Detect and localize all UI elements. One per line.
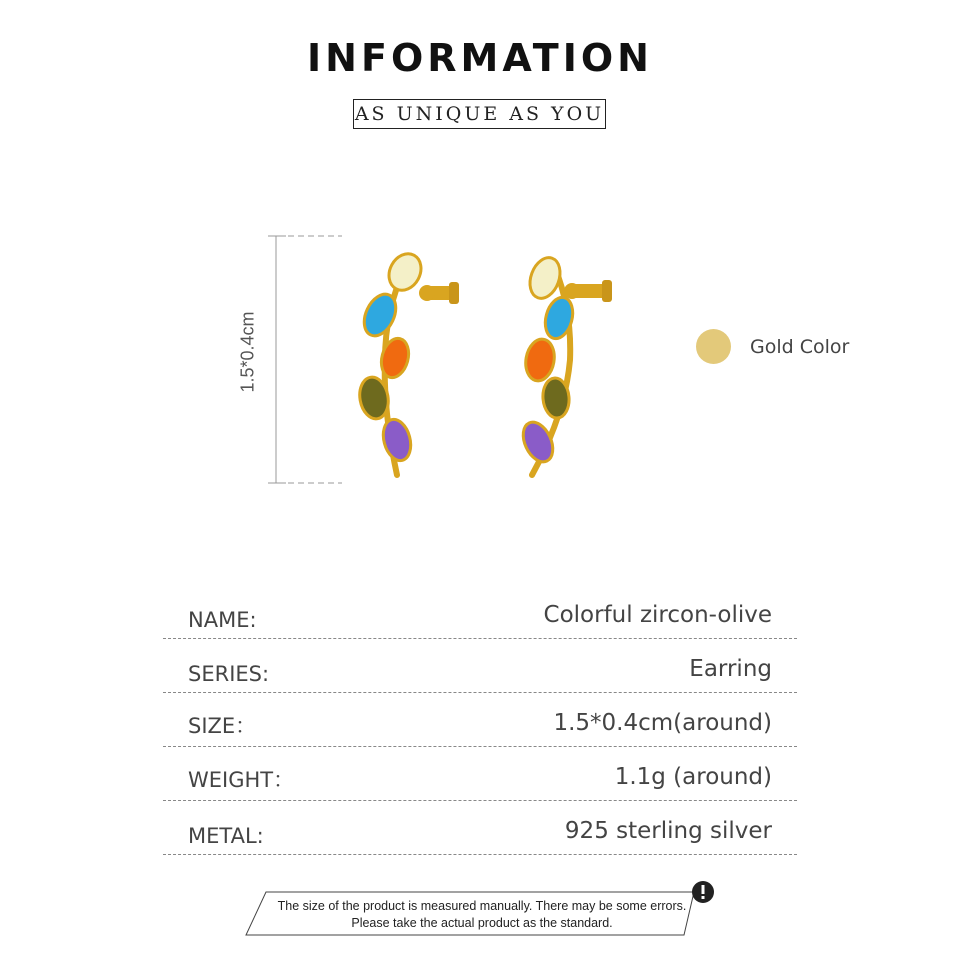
spec-label: WEIGHT： bbox=[188, 768, 295, 792]
spec-value: Earring bbox=[689, 656, 772, 682]
color-label: Gold Color bbox=[750, 336, 850, 358]
spec-value: 925 sterling silver bbox=[564, 818, 772, 844]
earring-right-image bbox=[510, 250, 640, 490]
spec-value: 1.1g (around) bbox=[614, 764, 772, 790]
spec-row-name bbox=[163, 585, 797, 639]
spec-value: Colorful zircon-olive bbox=[543, 602, 772, 628]
spec-row-series bbox=[163, 639, 797, 693]
spec-row-size bbox=[163, 693, 797, 747]
spec-label: SERIES: bbox=[188, 662, 270, 686]
gold-color-swatch[interactable] bbox=[696, 329, 731, 364]
earring-left-image bbox=[345, 250, 475, 490]
notice-line-1: The size of the product is measured manually. There may be some errors. bbox=[277, 899, 687, 913]
spec-value: 1.5*0.4cm(around) bbox=[553, 710, 772, 736]
subtitle-box bbox=[353, 99, 606, 129]
subtitle: AS UNIQUE AS YOU bbox=[354, 103, 605, 125]
spec-row-metal bbox=[163, 801, 797, 855]
notice-line-2: Please take the actual product as the standard. bbox=[351, 916, 613, 930]
spec-label: SIZE： bbox=[188, 714, 257, 738]
page-title: INFORMATION bbox=[307, 36, 653, 80]
spec-table bbox=[163, 585, 797, 855]
spec-label: METAL: bbox=[188, 824, 264, 848]
notice-text bbox=[262, 898, 702, 932]
dimension-label: 1.5*0.4cm bbox=[237, 311, 258, 393]
spec-label: NAME: bbox=[188, 608, 257, 632]
spec-row-weight bbox=[163, 747, 797, 801]
